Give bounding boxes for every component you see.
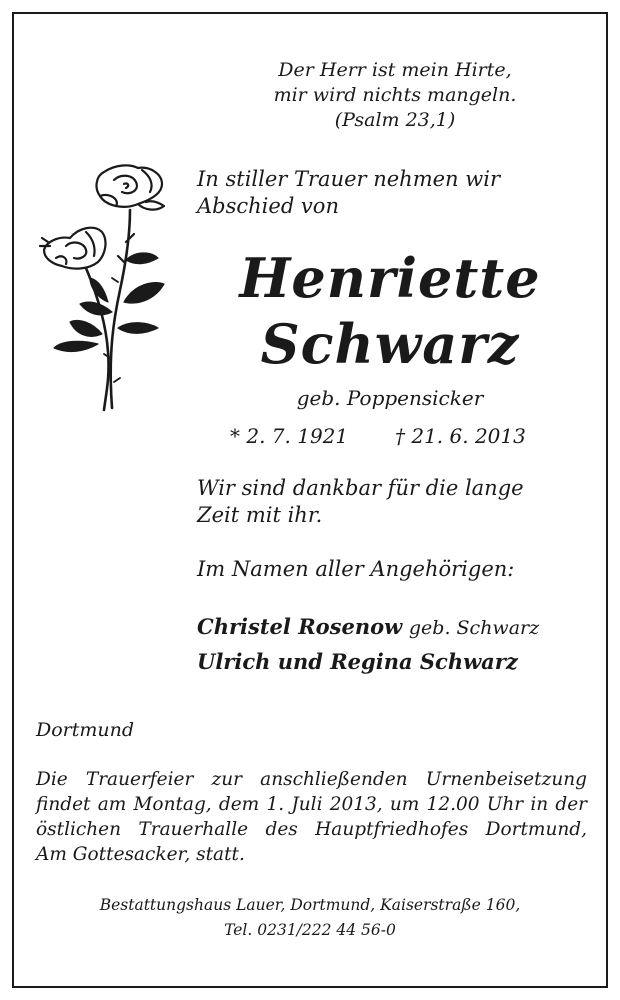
mourner-line: [197, 613, 539, 642]
undertaker-address: Bestattungshaus Lauer, Dortmund, Kaiserstraße 160,: [99, 896, 521, 914]
mourner-name: Ulrich und Regina Schwarz: [197, 649, 518, 674]
mourner-name: Christel Rosenow: [197, 614, 403, 639]
deceased-last-name: Schwarz: [260, 312, 520, 376]
thanks-line-1: Wir sind dankbar für die lange: [197, 476, 524, 500]
mourner-suffix: geb. Schwarz: [408, 617, 540, 639]
upper-rose-bloom-icon: [97, 165, 164, 209]
funeral-line-2: findet am Montag, dem 1. Juli 2013, um 12.00 Uhr in der: [36, 794, 587, 815]
intro-line-2: Abschied von: [197, 194, 339, 218]
undertaker-info: [36, 893, 584, 943]
thanks-line-2: Zeit mit ihr.: [197, 503, 323, 527]
birth-name: geb. Poppensicker: [296, 386, 484, 410]
psalm-reference: (Psalm 23,1): [334, 109, 456, 131]
death-date: † 21. 6. 2013: [395, 424, 526, 448]
lower-rose-bloom-icon: [40, 228, 105, 269]
family-intro: Im Namen aller Angehörigen:: [197, 557, 515, 581]
psalm-line-2: mir wird nichts mangeln.: [273, 84, 517, 106]
deceased-name: [200, 245, 580, 377]
intro-line-1: In stiller Trauer nehmen wir: [197, 167, 500, 191]
city: Dortmund: [36, 719, 135, 741]
rose-illustration: [26, 162, 176, 414]
mourner-line: [197, 648, 518, 676]
deceased-first-name: Henriette: [239, 246, 541, 310]
birth-date: * 2. 7. 1921: [230, 424, 349, 448]
funeral-details: [36, 767, 587, 867]
undertaker-phone: Tel. 0231/222 44 56-0: [224, 921, 396, 939]
funeral-line-1: Die Trauerfeier zur anschließenden Urnenbeisetzung: [36, 769, 587, 790]
funeral-line-3: östlichen Trauerhalle des Hauptfriedhofes Dortmund,: [36, 819, 587, 840]
psalm-line-1: Der Herr ist mein Hirte,: [278, 59, 512, 81]
funeral-line-4: Am Gottesacker, statt.: [36, 844, 245, 865]
intro-text: [197, 166, 557, 220]
thanks-text: [197, 475, 557, 529]
psalm-quote: [230, 58, 560, 133]
